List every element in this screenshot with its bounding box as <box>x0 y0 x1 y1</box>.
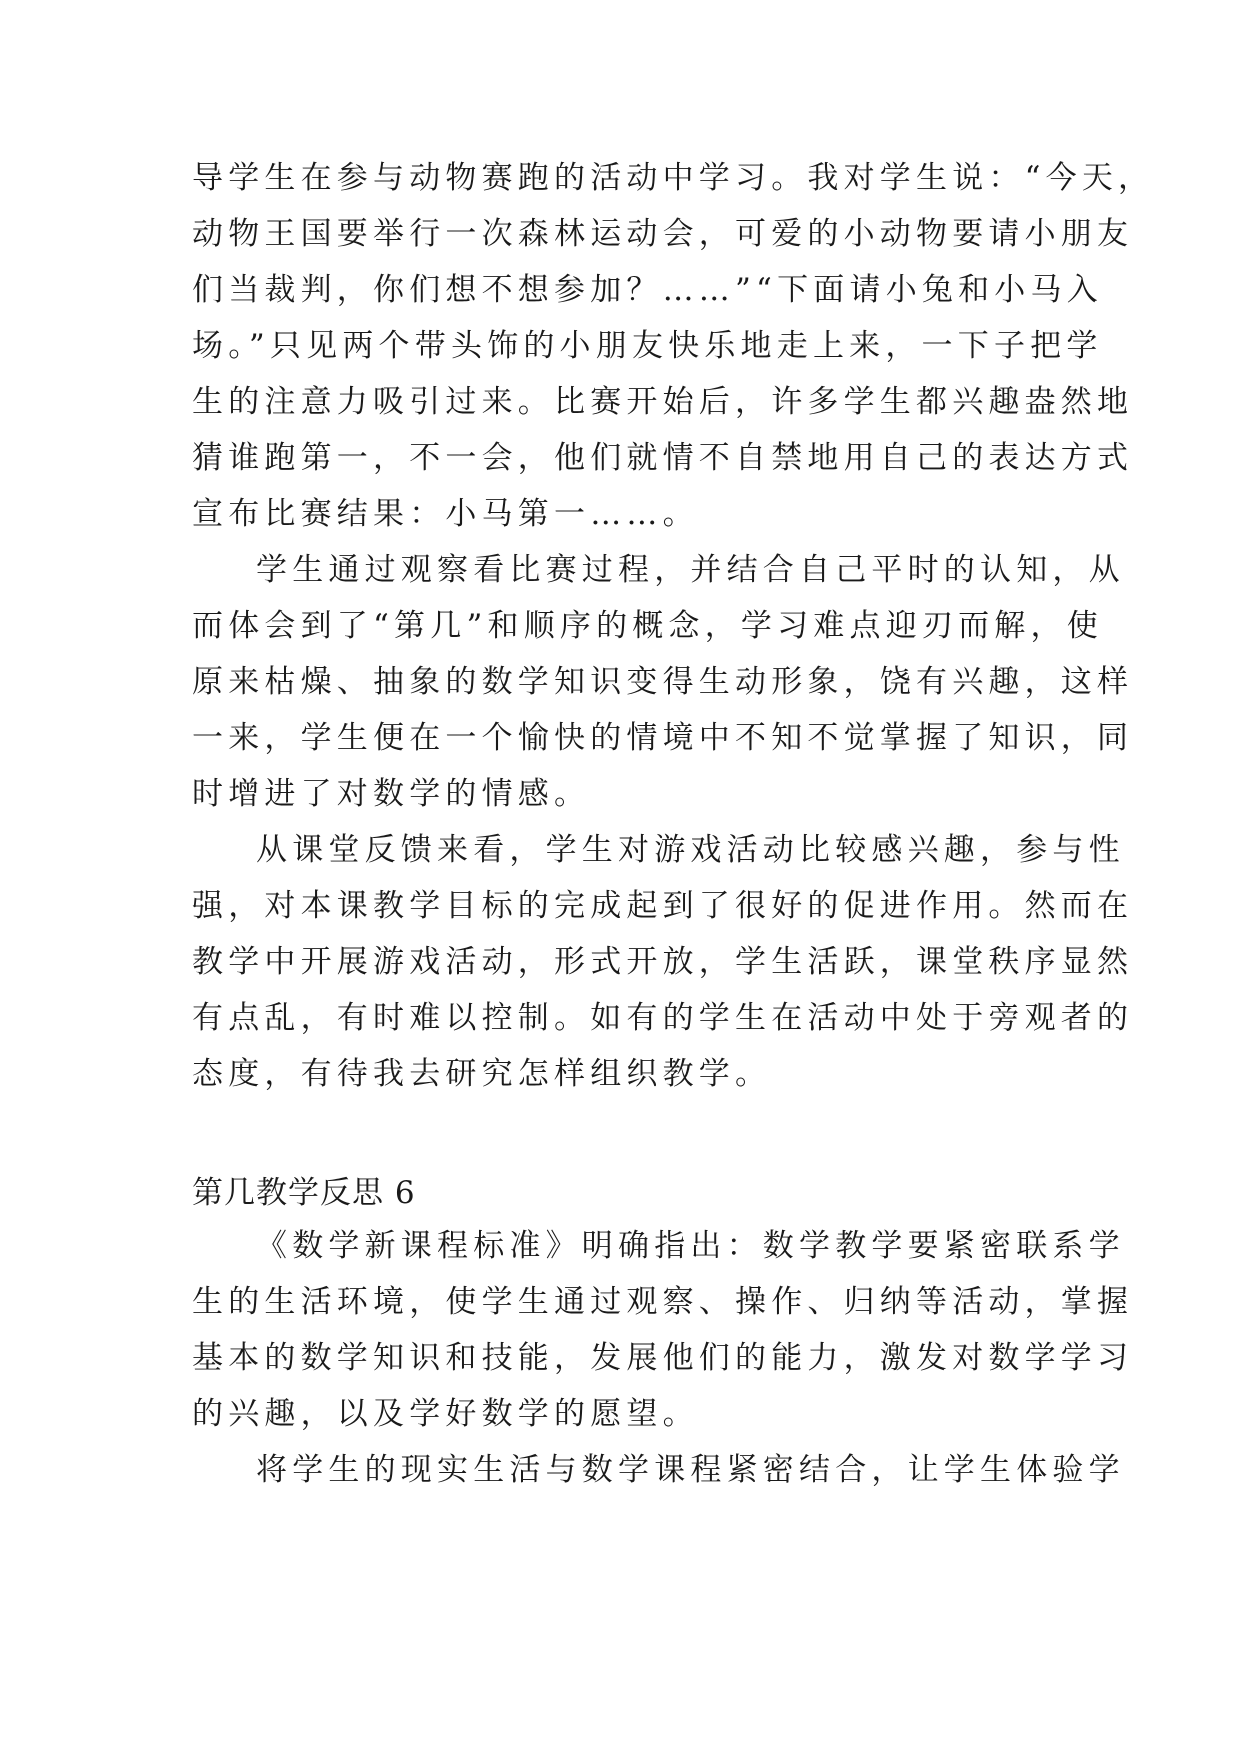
text-line: 学生通过观察看比赛过程，并结合自己平时的认知，从 <box>256 552 1125 588</box>
text-line: 动物王国要举行一次森林运动会，可爱的小动物要请小朋友 <box>192 216 1134 252</box>
text-line: 的兴趣，以及学好数学的愿望。 <box>192 1396 699 1432</box>
text-line: 宣布比赛结果：小马第一……。 <box>192 496 699 532</box>
text-line: 有点乱，有时难以控制。如有的学生在活动中处于旁观者的 <box>192 1000 1134 1036</box>
text-line: 生的注意力吸引过来。比赛开始后，许多学生都兴趣盎然地 <box>192 384 1134 420</box>
text-line: 场。”只见两个带头饰的小朋友快乐地走上来，一下子把学 <box>192 328 1103 364</box>
text-line: 们当裁判，你们想不想参加？……”“下面请小兔和小马入 <box>192 272 1103 308</box>
text-line: 《数学新课程标准》明确指出：数学教学要紧密联系学 <box>256 1228 1125 1264</box>
text-line: 而体会到了“第几”和顺序的概念，学习难点迎刃而解，使 <box>192 608 1103 644</box>
text-line: 时增进了对数学的情感。 <box>192 776 591 812</box>
text-line: 态度，有待我去研究怎样组织教学。 <box>192 1056 772 1092</box>
text-line: 导学生在参与动物赛跑的活动中学习。我对学生说：“今天， <box>192 160 1155 196</box>
text-line: 基本的数学知识和技能，发展他们的能力，激发对数学学习 <box>192 1340 1134 1376</box>
text-line: 猜谁跑第一，不一会，他们就情不自禁地用自己的表达方式 <box>192 440 1134 476</box>
text-line: 一来，学生便在一个愉快的情境中不知不觉掌握了知识，同 <box>192 720 1134 756</box>
text-line: 从课堂反馈来看，学生对游戏活动比较感兴趣，参与性 <box>256 832 1125 868</box>
text-line: 强，对本课教学目标的完成起到了很好的促进作用。然而在 <box>192 888 1134 924</box>
text-line: 将学生的现实生活与数学课程紧密结合，让学生体验学 <box>256 1452 1125 1488</box>
section-heading: 第几教学反思 6 <box>192 1175 416 1211</box>
text-line: 原来枯燥、抽象的数学知识变得生动形象，饶有兴趣，这样 <box>192 664 1134 700</box>
text-line: 生的生活环境，使学生通过观察、操作、归纳等活动，掌握 <box>192 1284 1134 1320</box>
text-line: 教学中开展游戏活动，形式开放，学生活跃，课堂秩序显然 <box>192 944 1134 980</box>
